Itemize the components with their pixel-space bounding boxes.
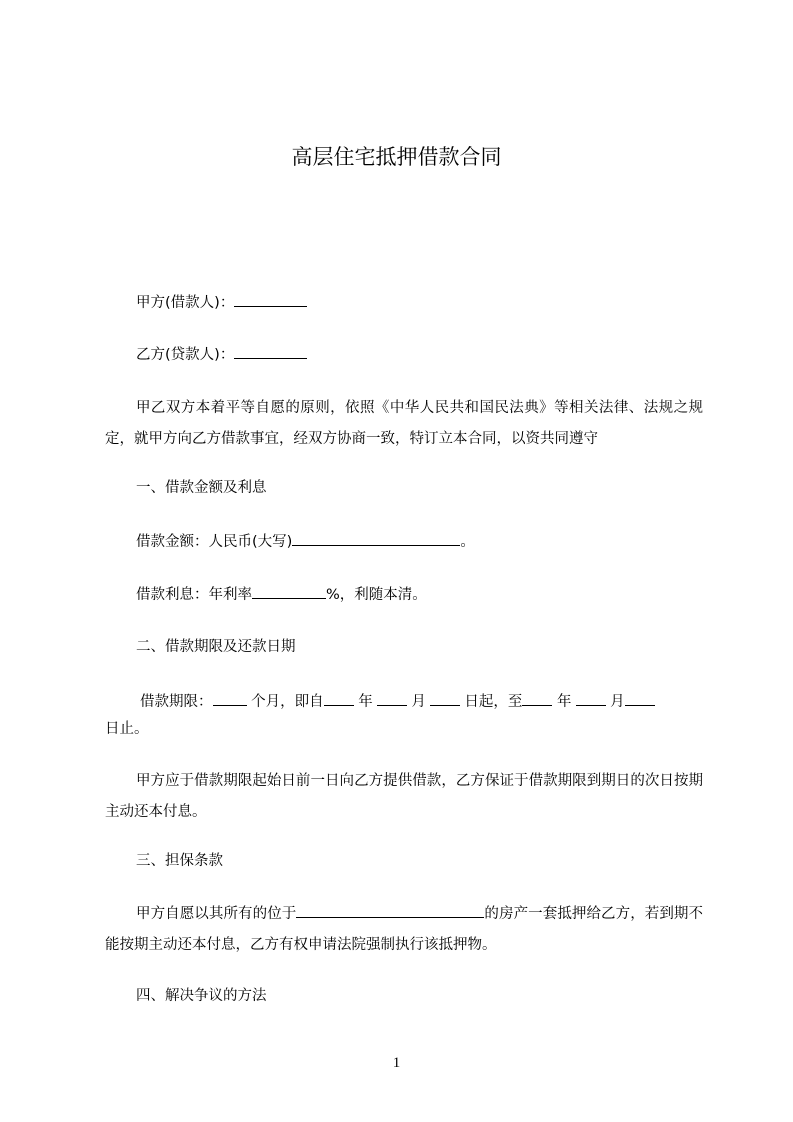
start-year-blank [324, 690, 354, 706]
loan-amount-end: 。 [460, 534, 475, 550]
document-title: 高层住宅抵押借款合同 [291, 145, 502, 169]
section2-heading: 二、借款期限及还款日期 [136, 639, 296, 655]
end-year-blank [522, 690, 552, 706]
loan-interest-label: 借款利息：年利率 [136, 587, 252, 603]
property-location-blank [296, 902, 484, 918]
party-a-blank [234, 291, 307, 307]
end-day-blank [625, 690, 655, 706]
section1-heading: 一、借款金额及利息 [136, 480, 267, 496]
intro-paragraph: 甲乙双方本着平等自愿的原则，依照《中华人民共和国民法典》等相关法律、法规之规定，就甲方向乙方借款事宜，经双方协商一致，特订立本合同，以资共同遵守 [105, 400, 703, 447]
start-day-blank [430, 690, 460, 706]
collateral-text-2: 的房产一套抵押给乙方，若到期不能按期主动还本付息，乙方有权申请法院强制执行该抵押物。 [105, 906, 704, 953]
loan-amount-label: 借款金额：人民币(大写) [136, 534, 293, 550]
loan-amount-line [136, 530, 475, 552]
term-text-7: 月 [605, 694, 625, 710]
term-months-blank [213, 690, 247, 706]
term-text-2: 个月，即自 [246, 694, 324, 710]
party-b-line [136, 343, 307, 365]
interest-rate-blank [252, 583, 326, 599]
section4-heading: 四、解决争议的方法 [136, 988, 267, 1004]
party-a-label: 甲方(借款人)： [136, 295, 235, 311]
start-month-blank [377, 690, 407, 706]
section3-paragraph [105, 899, 703, 961]
end-month-blank [576, 690, 606, 706]
loan-interest-line [136, 583, 427, 605]
term-text-3: 年 [353, 694, 373, 710]
section3-heading: 三、担保条款 [136, 853, 223, 869]
loan-amount-blank [292, 530, 460, 546]
loan-term-line [140, 690, 655, 712]
party-b-blank [234, 343, 307, 359]
loan-interest-end: %，利随本清。 [326, 587, 427, 603]
term-text-4: 月 [406, 694, 426, 710]
page-number: 1 [392, 1055, 401, 1071]
section2-paragraph: 甲方应于借款期限起始日前一日向乙方提供借款，乙方保证于借款期限到期日的次日按期主动还本付息。 [105, 773, 703, 820]
loan-term-end: 日止。 [105, 721, 149, 737]
loan-term-label: 借款期限： [140, 694, 213, 710]
party-b-label: 乙方(贷款人)： [136, 347, 235, 363]
term-text-6: 年 [552, 694, 572, 710]
collateral-text-1: 甲方自愿以其所有的位于 [136, 906, 297, 922]
party-a-line [136, 291, 307, 313]
term-text-5: 日起，至 [459, 694, 523, 710]
